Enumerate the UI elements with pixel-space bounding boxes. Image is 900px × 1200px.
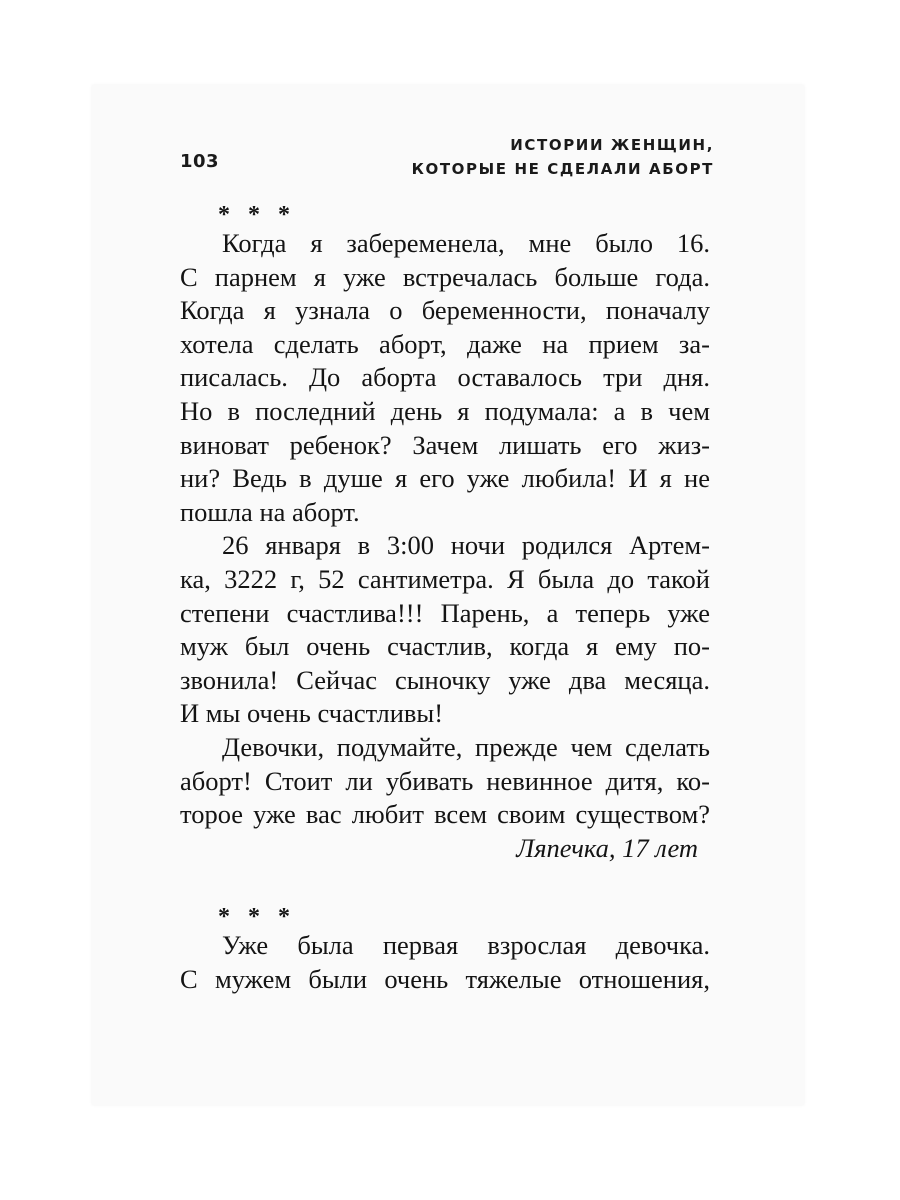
text-line: С парнем я уже встречалась больше года. [180,261,710,292]
text-line: аборт! Стоит ли убивать невинное дитя, ко- [180,765,710,796]
page-number: 103 [180,151,220,172]
text-line: Когда я узнала о беременности, поначалу [180,295,710,326]
text-line: 26 января в 3:00 ночи родился Артем- [222,530,710,561]
text-line: пошла на аборт. [180,496,360,527]
section-separator: * * * [218,904,296,931]
running-title [412,133,714,181]
text-line: Уже была первая взрослая девочка. [222,930,710,961]
signature: Ляпечка, 17 лет [516,832,698,863]
page-body [180,203,710,996]
text-line: виноват ребенок? Зачем лишать его жиз- [180,429,710,460]
text-line: И мы очень счастливы! [180,698,444,729]
text-line: хотела сделать аборт, даже на прием за- [180,328,710,359]
text-line: звонила! Сейчас сыночку уже два месяца. [180,664,710,695]
text-line: Но в последний день я подумала: а в чем [180,395,710,426]
running-title-line-2: КОТОРЫЕ НЕ СДЕЛАЛИ АБОРТ [411,160,714,178]
text-line: писалась. До аборта оставалось три дня. [180,362,710,393]
running-header [180,133,714,183]
section-separator: * * * [218,202,296,228]
text-line: муж был очень счастлив, когда я ему по- [180,631,710,662]
running-title-line-1: ИСТОРИИ ЖЕНЩИН, [510,136,714,154]
text-line: Когда я забеременела, мне было 16. [222,228,710,258]
text-line: ни? Ведь в душе я его уже любила! И я не [180,463,710,494]
text-line: С мужем были очень тяжелые отношения, [180,963,710,994]
book-page [92,85,804,1105]
text-line: ка, 3222 г, 52 сантиметра. Я была до такой [180,563,710,594]
text-line: Девочки, подумайте, прежде чем сделать [222,731,710,762]
section-gap [180,865,710,905]
text-line: торое уже вас любит всем своим существом? [180,799,710,830]
text-line: степени счастлива!!! Парень, а теперь уже [180,597,710,628]
